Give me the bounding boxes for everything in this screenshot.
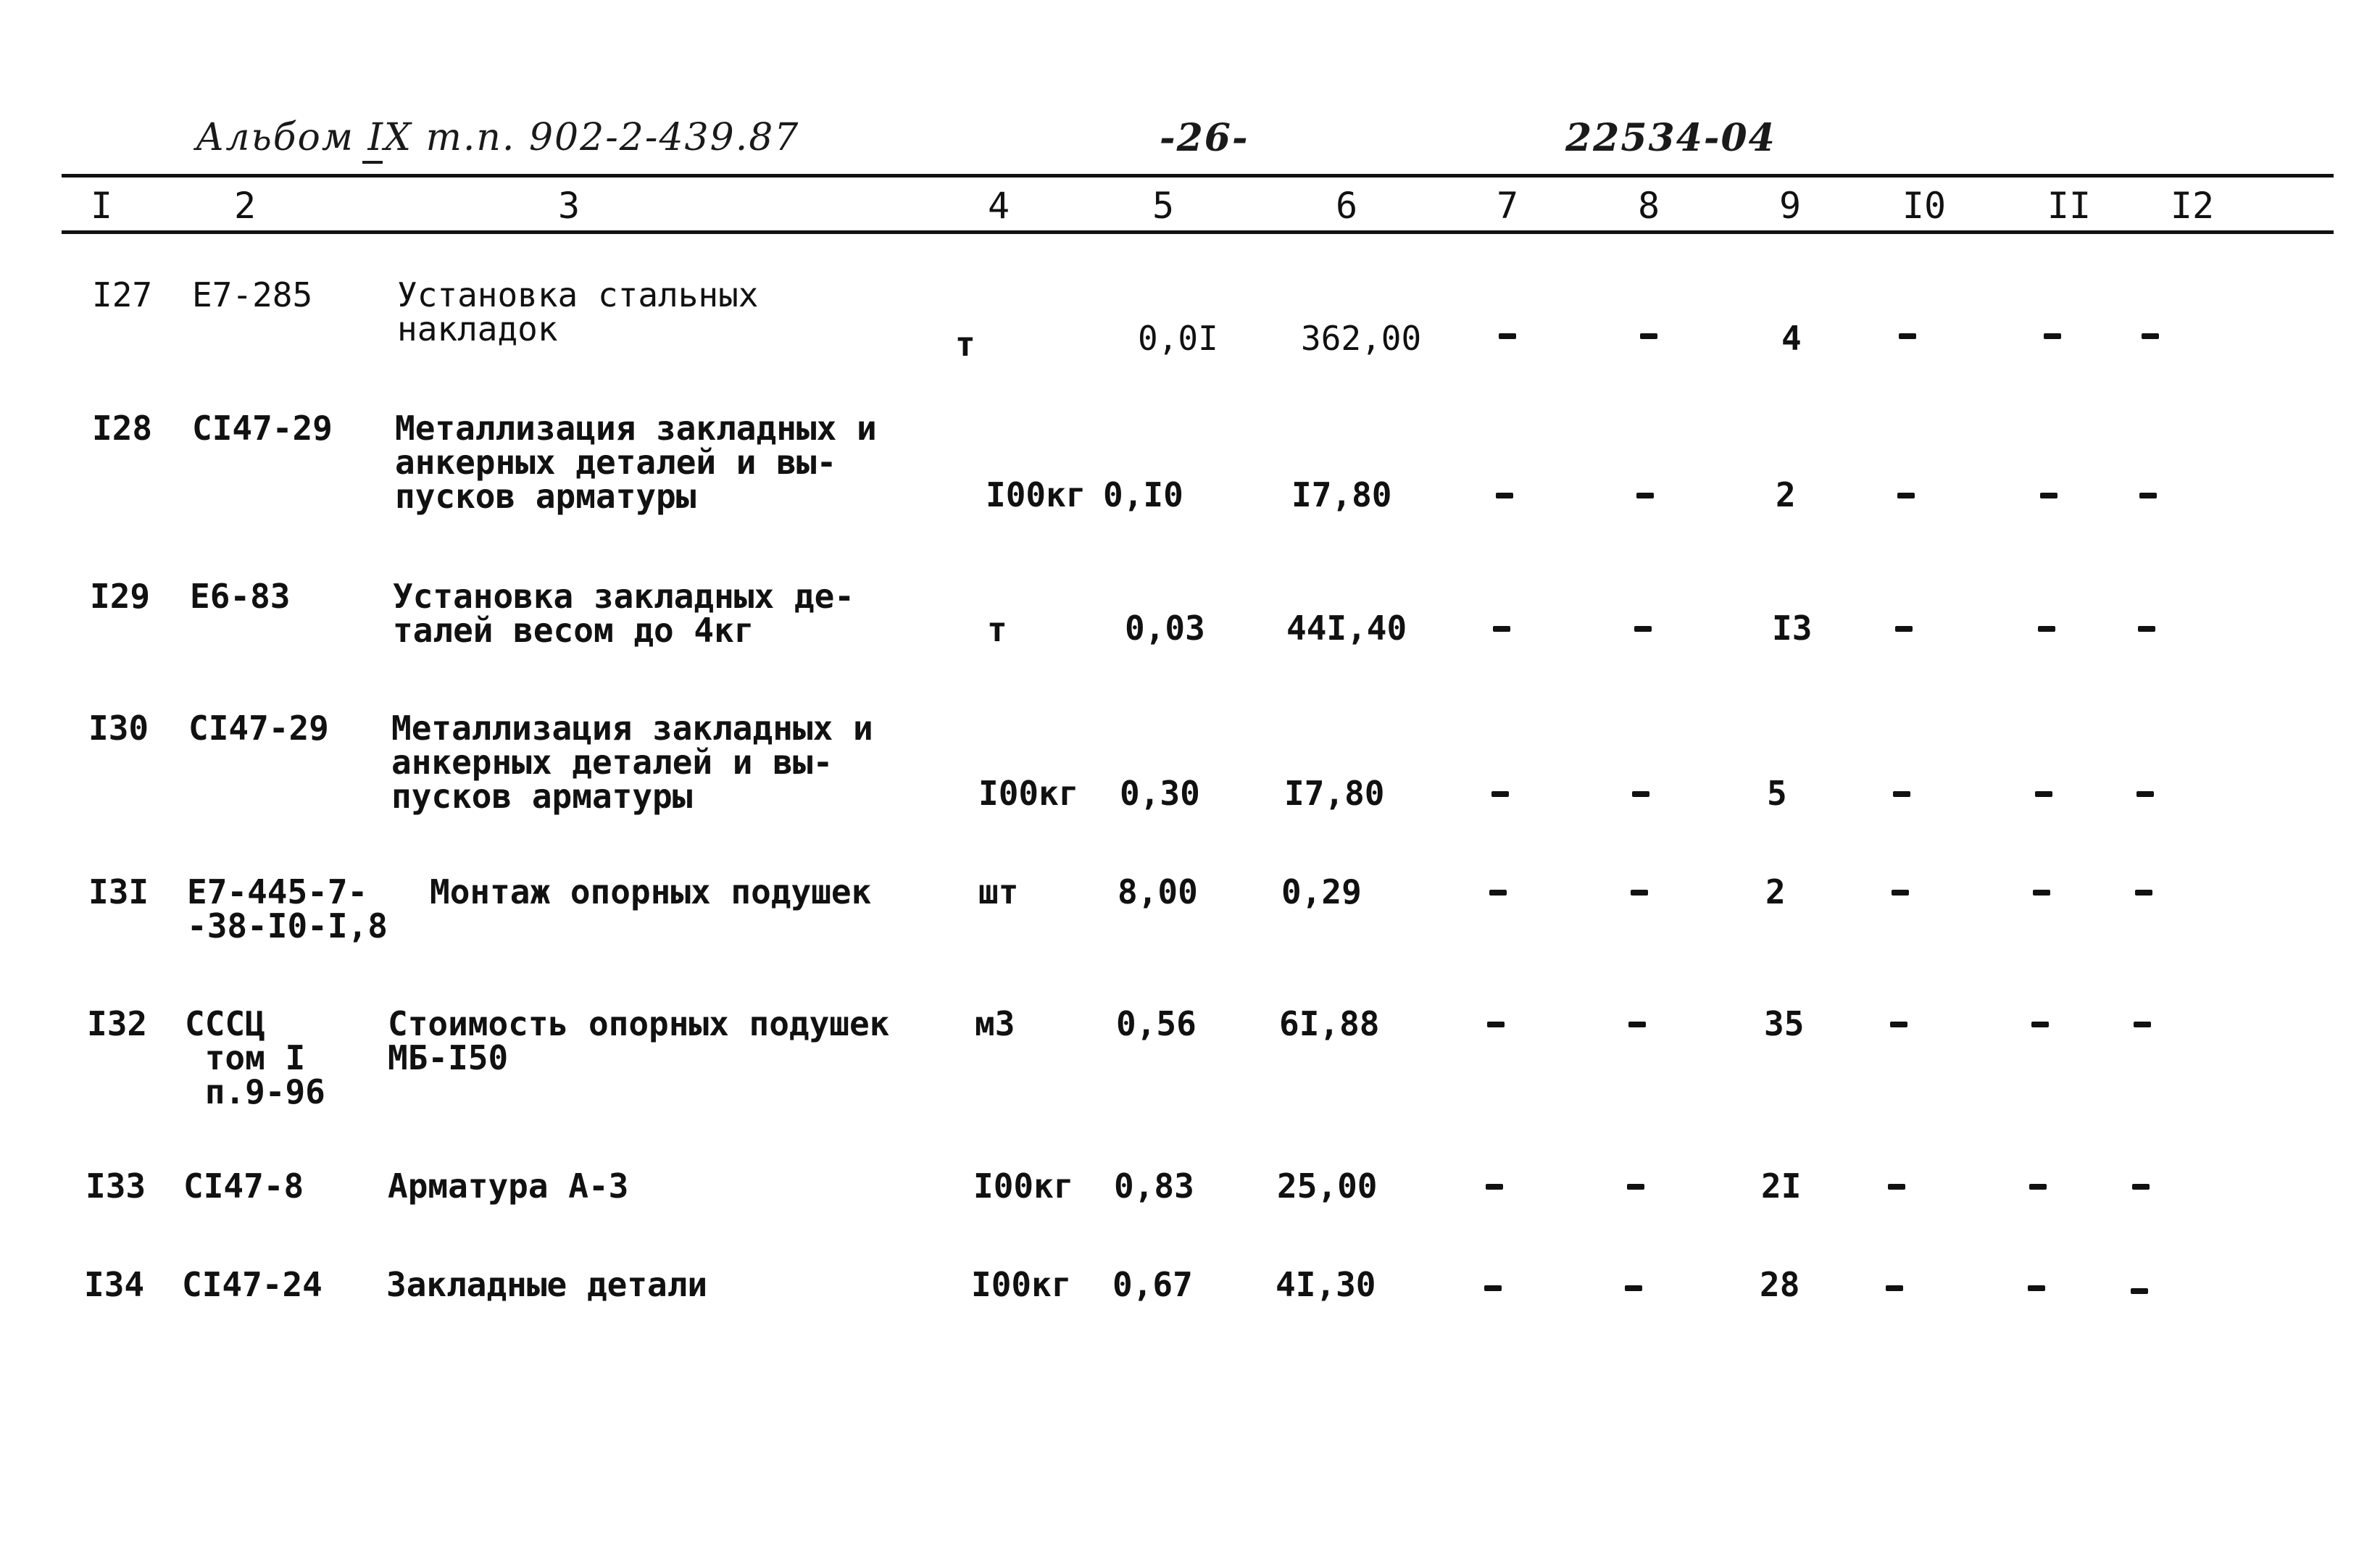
row-col9: I3 — [1772, 609, 1813, 648]
row-unit: I00кг — [978, 774, 1079, 813]
column-number-2: 2 — [233, 185, 257, 227]
dash-col8 — [1628, 1022, 1646, 1027]
dash-col11 — [2033, 890, 2050, 896]
row-col9: 5 — [1767, 774, 1787, 813]
dash-col7 — [1489, 890, 1507, 896]
row-col9: 2 — [1765, 872, 1786, 911]
row-col9: 35 — [1764, 1004, 1805, 1043]
dash-col11 — [2038, 626, 2055, 632]
dash-col11 — [2040, 493, 2057, 498]
dash-col8 — [1631, 890, 1648, 896]
row-price: 0,29 — [1281, 872, 1362, 911]
dash-col12 — [2135, 890, 2152, 896]
dash-col7 — [1496, 493, 1513, 498]
dash-col11 — [2029, 1184, 2047, 1190]
dash-col12 — [2131, 1288, 2148, 1294]
row-unit: т — [955, 325, 975, 364]
column-number-9: 9 — [1778, 185, 1802, 227]
dash-col10 — [1899, 333, 1916, 339]
row-unit: т — [987, 610, 1007, 649]
column-number-1: I — [90, 185, 113, 227]
row-name: Металлизация закладных и анкерных деталей и вы- пусков арматуры — [395, 409, 877, 516]
row-qty: 0,56 — [1116, 1004, 1197, 1043]
column-number-5: 5 — [1152, 185, 1175, 227]
dash-col11 — [2028, 1285, 2045, 1291]
row-name: Установка стальных накладок — [397, 275, 759, 348]
row-col9: 2 — [1776, 475, 1796, 514]
row-number: I29 — [90, 577, 151, 616]
column-header-rule — [62, 230, 2334, 234]
row-qty: 0,67 — [1112, 1265, 1193, 1304]
dash-col12 — [2136, 791, 2154, 797]
dash-col7 — [1486, 1184, 1503, 1190]
row-code: Е7-285 — [192, 275, 313, 314]
row-code: Е7-445-7- -38-I0-I,8 — [187, 872, 388, 946]
column-number-8: 8 — [1637, 185, 1660, 227]
row-code: СССЦ том I п.9-96 — [185, 1004, 325, 1111]
dash-col10 — [1897, 493, 1915, 498]
dash-col10 — [1890, 1022, 1907, 1027]
dash-col8 — [1636, 493, 1654, 498]
row-name: Установка закладных де- талей весом до 4кг — [393, 577, 854, 650]
row-unit: шт — [978, 872, 1019, 911]
row-qty: 8,00 — [1118, 872, 1198, 911]
column-number-11: II — [2047, 185, 2092, 227]
row-name: Монтаж опорных подушек — [430, 872, 872, 911]
row-qty: 0,83 — [1114, 1166, 1194, 1206]
dash-col10 — [1893, 791, 1910, 797]
document-code: 22534-04 — [1565, 116, 1776, 160]
table-top-rule — [62, 174, 2334, 178]
row-name: Стоимость опорных подушек МБ-I50 — [388, 1004, 890, 1077]
row-code: Е6-83 — [190, 577, 291, 616]
dash-col12 — [2132, 1184, 2150, 1190]
row-number: I32 — [87, 1004, 148, 1043]
column-number-12: I2 — [2170, 185, 2215, 227]
row-unit: м3 — [975, 1004, 1015, 1043]
row-price: 4I,30 — [1276, 1265, 1376, 1304]
row-code: CI47-24 — [182, 1265, 323, 1304]
dash-col8 — [1625, 1285, 1642, 1291]
dash-col7 — [1493, 626, 1510, 632]
dash-col12 — [2138, 626, 2155, 632]
dash-col10 — [1886, 1285, 1903, 1291]
dash-col10 — [1892, 890, 1909, 896]
dash-col7 — [1499, 333, 1516, 339]
album-underline — [362, 161, 383, 164]
row-unit: I00кг — [971, 1265, 1072, 1304]
dash-col12 — [2142, 333, 2159, 339]
row-number: I3I — [88, 872, 149, 911]
row-name: Металлизация закладных и анкерных деталей и вы- пусков арматуры — [391, 709, 873, 816]
row-price: 25,00 — [1277, 1166, 1378, 1206]
row-code: CI47-8 — [183, 1166, 304, 1206]
row-number: I34 — [84, 1265, 145, 1304]
page-number: -26- — [1160, 116, 1249, 160]
row-code: CI47-29 — [188, 709, 329, 748]
dash-col7 — [1491, 791, 1509, 797]
row-unit: I00кг — [986, 475, 1086, 514]
dash-col11 — [2035, 791, 2052, 797]
row-col9: 2I — [1761, 1166, 1802, 1206]
row-number: I27 — [92, 275, 153, 314]
column-number-3: 3 — [557, 185, 581, 227]
dash-col7 — [1487, 1022, 1505, 1027]
row-code: CI47-29 — [192, 409, 333, 448]
row-qty: 0,30 — [1120, 774, 1200, 813]
row-price: 362,00 — [1301, 319, 1422, 358]
dash-col8 — [1634, 626, 1652, 632]
column-number-10: I0 — [1902, 185, 1947, 227]
row-col9: 4 — [1781, 319, 1802, 358]
column-number-7: 7 — [1496, 185, 1519, 227]
dash-col7 — [1484, 1285, 1502, 1291]
row-name: Арматура А-3 — [388, 1166, 629, 1206]
row-qty: 0,0I — [1138, 319, 1218, 358]
row-price: 6I,88 — [1279, 1004, 1380, 1043]
row-qty: 0,03 — [1125, 609, 1205, 648]
row-price: I7,80 — [1291, 475, 1392, 514]
dash-col10 — [1895, 626, 1913, 632]
album-reference: Альбом IX т.п. 902-2-439.87 — [196, 116, 800, 159]
row-name: Закладные детали — [386, 1265, 708, 1304]
column-number-6: 6 — [1335, 185, 1358, 227]
row-unit: I00кг — [973, 1166, 1074, 1206]
dash-col10 — [1888, 1184, 1905, 1190]
dash-col12 — [2134, 1022, 2151, 1027]
dash-col11 — [2031, 1022, 2049, 1027]
dash-col12 — [2139, 493, 2157, 498]
row-price: I7,80 — [1284, 774, 1385, 813]
dash-col11 — [2044, 333, 2061, 339]
row-number: I30 — [88, 709, 149, 748]
row-price: 44I,40 — [1286, 609, 1407, 648]
dash-col8 — [1640, 333, 1657, 339]
dash-col8 — [1632, 791, 1649, 797]
row-col9: 28 — [1760, 1265, 1800, 1304]
column-number-4: 4 — [987, 185, 1010, 227]
row-qty: 0,I0 — [1103, 475, 1183, 514]
row-number: I33 — [86, 1166, 146, 1206]
dash-col8 — [1627, 1184, 1644, 1190]
row-number: I28 — [92, 409, 153, 448]
